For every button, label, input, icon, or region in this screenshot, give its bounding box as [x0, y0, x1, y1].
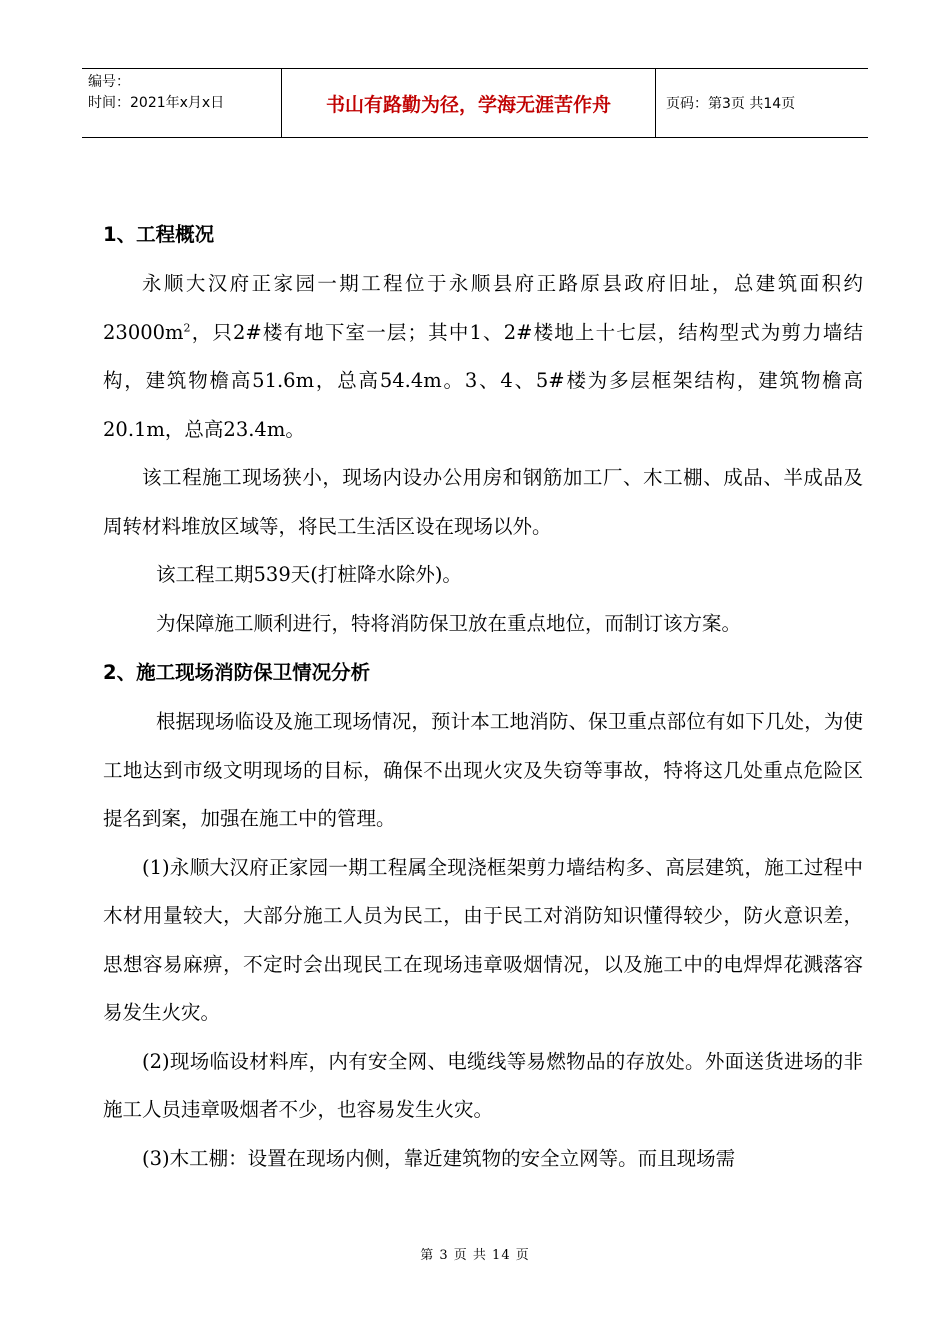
paragraph-text: ，只2#楼有地下室一层；其中1、2#楼地上十七层，结构型式为剪力墙结构，建筑物檐高51.6m，总高54.4m。3、4、5#楼为多层框架结构，建筑物檐高20.1m，总高23.4m。 [103, 320, 863, 441]
header-page-code: 页码：第3页 共14页 [666, 96, 796, 112]
section-2-paragraph-2: (1)永顺大汉府正家园一期工程属全现浇框架剪力墙结构多、高层建筑，施工过程中木材用量较大，大部分施工人员为民工，由于民工对消防知识懂得较少，防火意识差，思想容易麻痹，不定时会出现民工在现场违章吸烟情况，以及施工中的电焊焊花溅落容易发生火灾。 [103, 855, 863, 1024]
document-body [103, 210, 863, 1183]
section-2-heading: 2、施工现场消防保卫情况分析 [103, 661, 371, 684]
page-header [82, 68, 868, 138]
section-2-paragraph-1: 根据现场临设及施工现场情况，预计本工地消防、保卫重点部位有如下几处，为使工地达到市级文明现场的目标，确保不出现火灾及失窃等事故，特将这几处重点危险区提名到案，加强在施工中的管理。 [103, 710, 863, 830]
section-2-paragraph-4: (3)木工棚：设置在现场内侧，靠近建筑物的安全立网等。而且现场需 [142, 1146, 736, 1170]
header-motto: 书山有路勤为径，学海无涯苦作舟 [282, 69, 656, 137]
section-1-paragraph-2: 该工程施工现场狭小，现场内设办公用房和钢筋加工厂、木工棚、成品、半成品及周转材料堆放区域等，将民工生活区设在现场以外。 [103, 466, 863, 538]
page-footer: 第 3 页 共 14 页 [420, 1248, 530, 1263]
document-number: 编号： [88, 74, 130, 90]
document-time: 时间：2021年x月x日 [88, 95, 225, 111]
paragraph-text: 永顺大汉府正家园一期工程位于永顺县府正路原县政府旧址，总建筑面积约23000m [103, 272, 863, 344]
section-1-paragraph-3: 该工程工期539天(打桩降水除外)。 [156, 563, 462, 586]
section-1-paragraph-4: 为保障施工顺利进行，特将消防保卫放在重点地位，而制订该方案。 [156, 611, 742, 635]
section-2-paragraph-3: (2)现场临设材料库，内有安全网、电缆线等易燃物品的存放处。外面送货进场的非施工人员违章吸烟者不少，也容易发生火灾。 [103, 1049, 863, 1121]
section-1-heading: 1、工程概况 [103, 223, 215, 246]
superscript: 2 [183, 321, 191, 334]
header-meta [82, 69, 282, 137]
section-1-paragraph-1 [103, 260, 863, 454]
